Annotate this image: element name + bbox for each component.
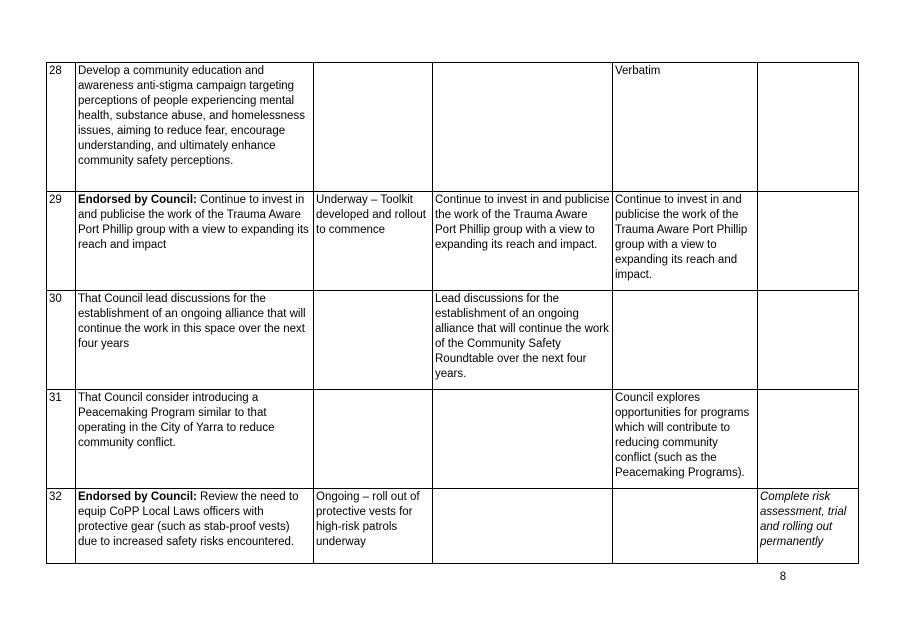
row-number-cell [47,291,76,390]
table-row [47,390,859,489]
recommendation-cell [76,291,314,390]
response-cell: Continue to invest in and publicise the work of the Trauma Aware Port Phillip group with a view to expanding its reach and impact. [613,192,758,291]
response-cell: Verbatim [613,63,758,192]
status-cell: Ongoing – roll out of protective vests for high-risk patrols underway [314,489,433,564]
table-row [47,489,859,564]
table-row [47,192,859,291]
response-cell [613,291,758,390]
status-cell: Underway – Toolkit developed and rollout to commence [314,192,433,291]
row-number: 31 [49,392,62,404]
response-cell [613,489,758,564]
recommendation-text: Develop a community education and awareness anti-stigma campaign targeting perceptions of people experiencing mental health, substance abuse, and homelessness issues, aiming to reduce fear, encourage understanding, and ultimately enhance community safety perceptions. [78,65,305,167]
recommendation-text: Continue to invest in and publicise the work of the Trauma Aware Port Phillip group with a view to expanding its reach and impact [78,194,309,251]
row-number: 29 [49,194,62,206]
row-number-cell [47,390,76,489]
status-cell [314,63,433,192]
endorsement-label: Endorsed by Council: [78,491,197,503]
page-number: 8 [779,571,787,583]
action-cell [433,390,613,489]
row-number: 30 [49,293,62,305]
action-cell [433,489,613,564]
recommendation-text: That Council consider introducing a Peacemaking Program similar to that operating in the City of Yarra to reduce community conflict. [78,392,275,449]
row-number-cell [47,192,76,291]
row-number-cell [47,63,76,192]
recommendation-cell [76,192,314,291]
table-row [47,63,859,192]
action-cell: Lead discussions for the establishment of an ongoing alliance that will continue the work of the Community Safety Roundtable over the next four years. [433,291,613,390]
action-cell: Continue to invest in and publicise the work of the Trauma Aware Port Phillip group with a view to expanding its reach and impact. [433,192,613,291]
notes-cell [758,63,859,192]
row-number-cell [47,489,76,564]
row-number: 28 [49,65,62,77]
endorsement-label: Endorsed by Council: [78,194,197,206]
recommendations-table [46,62,859,564]
table-row [47,291,859,390]
recommendation-text: That Council lead discussions for the establishment of an ongoing alliance that will continue the work in this space over the next four years [78,293,306,350]
notes-cell [758,192,859,291]
notes-cell [758,291,859,390]
status-cell [314,390,433,489]
recommendation-text: Review the need to equip CoPP Local Laws officers with protective gear (such as stab-proof vests) due to increased safety risks encountered. [78,491,299,548]
recommendation-cell [76,489,314,564]
recommendation-cell [76,63,314,192]
recommendation-cell [76,390,314,489]
status-cell [314,291,433,390]
response-cell: Council explores opportunities for programs which will contribute to reducing community conflict (such as the Peacemaking Programs). [613,390,758,489]
notes-cell: Complete risk assessment, trial and rolling out permanently [758,489,859,564]
row-number: 32 [49,491,62,503]
action-cell [433,63,613,192]
notes-cell [758,390,859,489]
